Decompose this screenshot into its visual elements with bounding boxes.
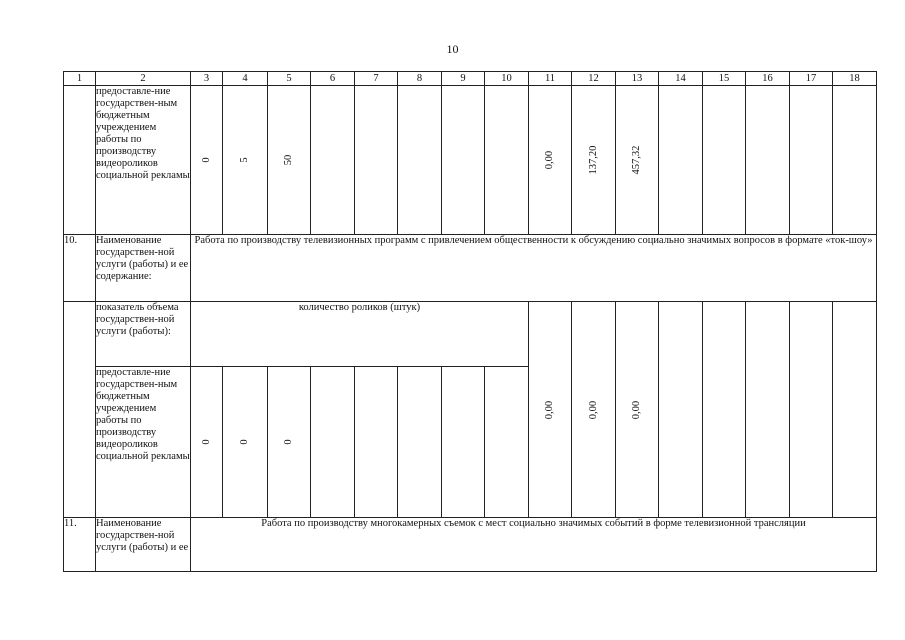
- row-label: предоставле-ние государствен-ным бюджетным учреждением работы по производству видеороликов социальной рекламы: [96, 367, 191, 518]
- col-header: 1: [64, 72, 96, 86]
- table-row: [64, 518, 877, 572]
- empty-cell: [398, 86, 442, 235]
- col-header: 14: [659, 72, 703, 86]
- col-header: 4: [223, 72, 268, 86]
- value-c12: 137,20: [587, 145, 599, 175]
- col-header: 10: [485, 72, 529, 86]
- value-cell: [223, 367, 268, 518]
- col-header: 16: [746, 72, 790, 86]
- value-c11: 0,00: [544, 150, 555, 170]
- value-c3: 0: [200, 157, 212, 163]
- report-table: [63, 71, 877, 572]
- value-cell: [616, 302, 659, 518]
- empty-cell: [311, 367, 355, 518]
- row-number-cell: [64, 86, 96, 235]
- col-header: 6: [311, 72, 355, 86]
- value-c5: 50: [283, 154, 294, 166]
- value-c13: 0,00: [631, 400, 642, 419]
- empty-cell: [833, 86, 877, 235]
- value-c12: 0,00: [587, 400, 599, 419]
- value-cell: [191, 367, 223, 518]
- col-header: 18: [833, 72, 877, 86]
- row-number: 11.: [64, 518, 96, 572]
- value-c4: 0: [239, 439, 250, 445]
- empty-cell: [790, 86, 833, 235]
- row-label: Наименование государствен-ной услуги (работы) и ее: [96, 518, 191, 572]
- value-c11: 0,00: [544, 400, 555, 419]
- value-cell: [191, 86, 223, 235]
- col-header: 13: [616, 72, 659, 86]
- value-c5: 0: [283, 439, 294, 445]
- value-cell: [223, 86, 268, 235]
- page-number: 10: [446, 42, 459, 56]
- row-label: предоставле-ние государствен-ным бюджетным учреждением работы по производству видеороликов социальной рекламы: [96, 86, 191, 235]
- col-header: 5: [268, 72, 311, 86]
- empty-cell: [703, 302, 746, 518]
- col-header: 9: [442, 72, 485, 86]
- empty-cell: [746, 302, 790, 518]
- empty-cell: [703, 86, 746, 235]
- empty-cell: [659, 302, 703, 518]
- empty-cell: [746, 86, 790, 235]
- empty-cell: [355, 86, 398, 235]
- empty-cell: [485, 86, 529, 235]
- table-row: [64, 302, 877, 367]
- row-label: показатель объема государствен-ной услуги (работы):: [96, 302, 191, 367]
- value-cell: [268, 367, 311, 518]
- empty-cell: [790, 302, 833, 518]
- service-name-text: Работа по производству телевизионных программ с привлечением общественности к обсуждению социально значимых вопросов в формате «ток-шоу»: [191, 235, 877, 302]
- value-cell: [529, 86, 572, 235]
- col-header: 12: [572, 72, 616, 86]
- empty-cell: [485, 367, 529, 518]
- table-row: [64, 235, 877, 302]
- empty-cell: [659, 86, 703, 235]
- col-header: 8: [398, 72, 442, 86]
- col-header: 7: [355, 72, 398, 86]
- column-number-row: [64, 72, 877, 86]
- value-cell: [572, 86, 616, 235]
- value-c3: 0: [200, 439, 212, 445]
- service-name-text: Работа по производству многокамерных съемок с мест социально значимых событий в форме телевизионной трансляции: [191, 518, 877, 572]
- col-header: 2: [96, 72, 191, 86]
- row-number-cell: [64, 302, 96, 518]
- empty-cell: [398, 367, 442, 518]
- col-header: 15: [703, 72, 746, 86]
- empty-cell: [442, 86, 485, 235]
- value-cell: [616, 86, 659, 235]
- col-header: 11: [529, 72, 572, 86]
- row-label: Наименование государствен-ной услуги (работы) и ее содержание:: [96, 235, 191, 302]
- value-c4: 5: [239, 157, 250, 163]
- empty-cell: [442, 367, 485, 518]
- volume-indicator-text: количество роликов (штук): [191, 302, 529, 367]
- value-cell: [572, 302, 616, 518]
- value-cell: [268, 86, 311, 235]
- value-c13: 457,32: [631, 145, 642, 175]
- col-header: 3: [191, 72, 223, 86]
- value-cell: [529, 302, 572, 518]
- col-header: 17: [790, 72, 833, 86]
- empty-cell: [355, 367, 398, 518]
- empty-cell: [311, 86, 355, 235]
- row-number: 10.: [64, 235, 96, 302]
- table-row: [64, 86, 877, 235]
- empty-cell: [833, 302, 877, 518]
